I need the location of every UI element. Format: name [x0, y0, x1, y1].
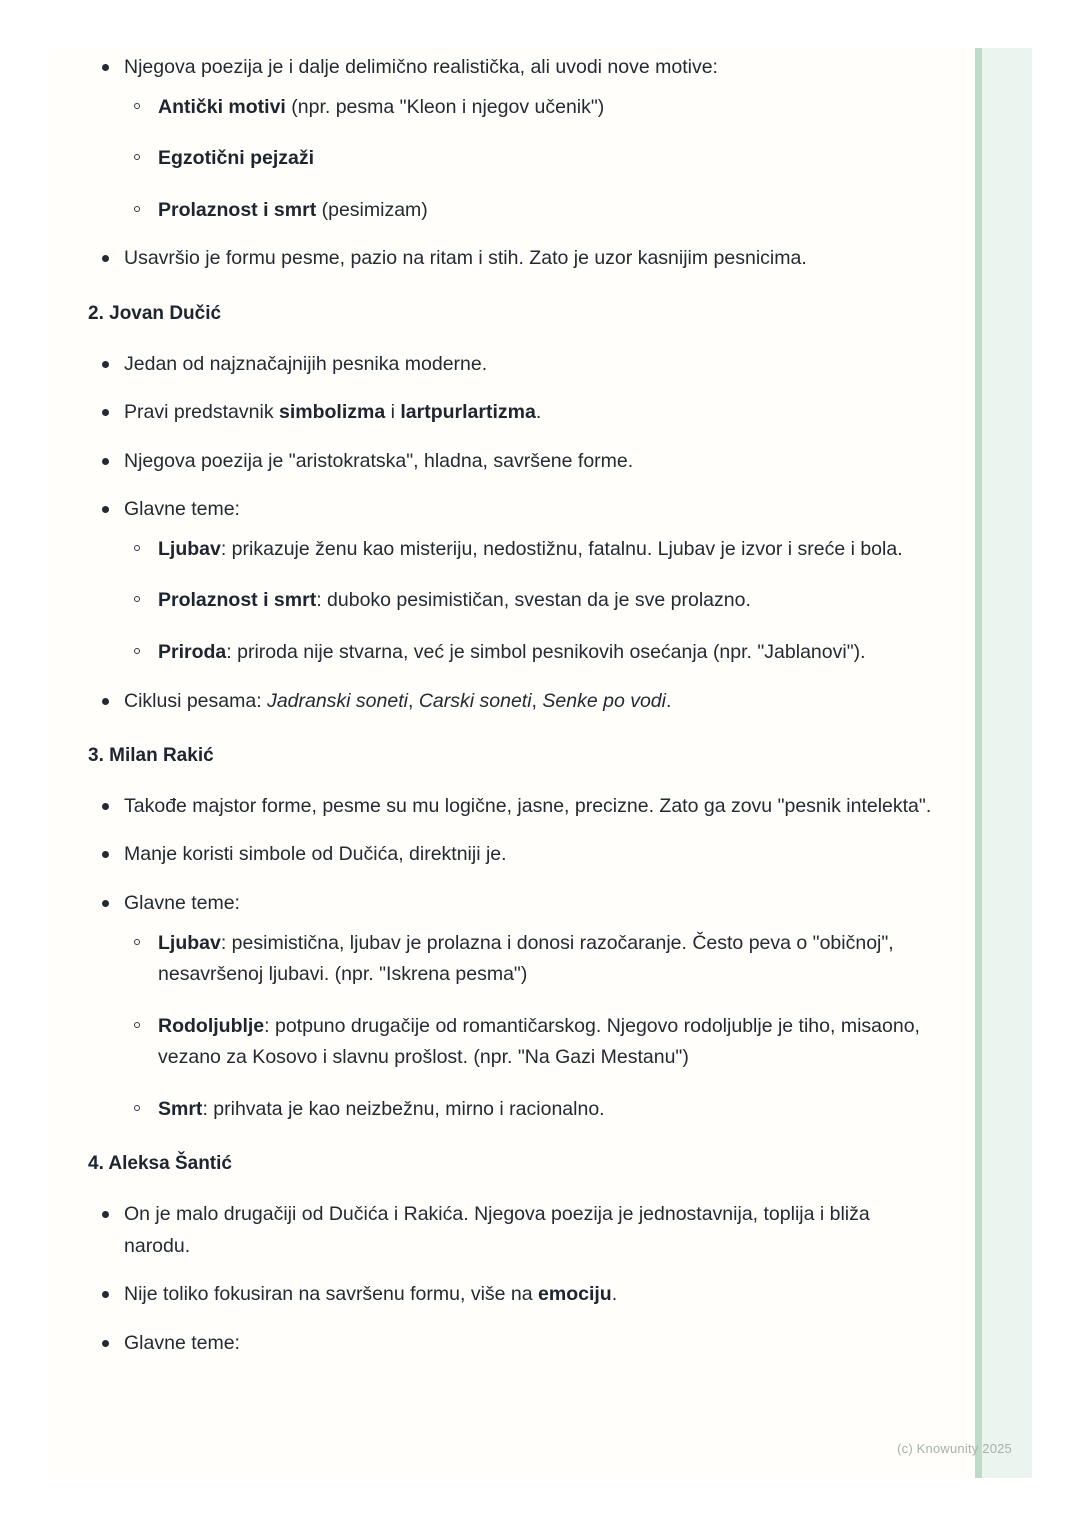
bullet-list	[48, 1199, 935, 1359]
emphasis-bold: Egzotični pejzaži	[158, 147, 315, 170]
text-run: .	[611, 1283, 618, 1306]
list-item	[48, 1199, 935, 1262]
list-item	[48, 1328, 935, 1360]
sub-list-item	[124, 585, 935, 617]
text-run: Glavne teme:	[124, 891, 240, 914]
emphasis-bold: Smrt	[158, 1097, 203, 1120]
text-run: .	[665, 689, 672, 712]
text-run: : prihvata je kao neizbežnu, mirno i racionalno.	[202, 1097, 605, 1120]
text-run: : priroda nije stvarna, već je simbol pesnikovih osećanja (npr. "Jablanovi").	[226, 641, 866, 663]
text-run: Usavršio je formu pesme, pazio na ritam i stih. Zato je uzor kasnijim pesnicima.	[124, 247, 807, 270]
sub-list-item	[124, 1011, 935, 1074]
list-item	[48, 494, 935, 668]
sub-bullet-list	[124, 92, 935, 227]
section-heading: 3. Milan Rakić	[88, 745, 214, 767]
text-run: Jedan od najznačajnijih pesnika moderne.	[124, 352, 488, 375]
text-run: (npr. pesma "Kleon i njegov učenik")	[285, 95, 605, 118]
text-run: Takođe majstor forme, pesme su mu logične, jasne, precizne. Zato ga zovu "pesnik intelekta".	[124, 794, 932, 817]
sub-list-item	[124, 534, 935, 566]
list-item	[48, 888, 935, 1125]
text-run: : potpuno drugačije od romantičarskog. Njegovo rodoljublje je tiho, misaono, vezano za Kosovo i slavnu prošlost. (npr. "Na Gazi Mestanu")	[158, 1014, 920, 1069]
text-run: i	[385, 401, 401, 424]
list-item	[48, 243, 935, 275]
text-run: ,	[407, 689, 419, 712]
sub-list-item	[124, 637, 935, 669]
text-run: Glavne teme:	[124, 498, 240, 521]
text-run: Njegova poezija je "aristokratska", hladna, savršene forme.	[124, 449, 634, 472]
copyright-watermark: (c) Knowunity 2025	[897, 1441, 1012, 1456]
text-run: On je malo drugačiji od Dučića i Rakića. Njegova poezija je jednostavnija, toplija i bliža narodu.	[124, 1203, 870, 1257]
list-item	[48, 397, 935, 429]
emphasis-bold: Priroda	[158, 641, 227, 663]
emphasis-bold: Prolaznost i smrt	[158, 198, 317, 221]
text-run: Njegova poezija je i dalje delimično realistička, ali uvodi nove motive:	[124, 56, 718, 78]
emphasis-italic: Carski soneti	[418, 689, 532, 712]
sub-list-item	[124, 92, 935, 124]
emphasis-bold: Antički motivi	[158, 95, 286, 118]
emphasis-bold: simbolizma	[278, 401, 386, 424]
text-run: .	[535, 401, 542, 424]
sub-list-item	[124, 1094, 935, 1126]
emphasis-bold: Ljubav	[158, 931, 221, 954]
emphasis-bold: Rodoljublje	[158, 1014, 265, 1037]
text-run: : prikazuje ženu kao misteriju, nedostižnu, fatalnu. Ljubav je izvor i sreće i bola.	[220, 537, 903, 560]
bullet-list	[48, 349, 935, 718]
text-run: Manje koristi simbole od Dučića, direktniji je.	[124, 843, 507, 866]
side-accent-panel	[975, 48, 1032, 1478]
document-content	[48, 48, 975, 1478]
document-page	[48, 48, 1032, 1478]
bullet-list	[48, 791, 935, 1126]
section-heading: 2. Jovan Dučić	[88, 302, 222, 324]
sub-list-item	[124, 195, 935, 227]
sub-list-item	[124, 928, 935, 991]
text-run: ,	[531, 689, 543, 712]
sub-bullet-list	[124, 534, 935, 669]
text-run: (pesimizam)	[316, 198, 428, 221]
emphasis-bold: Ljubav	[158, 537, 221, 560]
text-run: Nije toliko fokusiran na savršenu formu, više na	[124, 1283, 539, 1306]
text-run: : pesimistična, ljubav je prolazna i donosi razočaranje. Često peva o "običnoj", nesavršenoj ljubavi. (npr. "Iskrena pesma")	[158, 931, 894, 986]
list-item	[48, 839, 935, 871]
sub-bullet-list	[124, 928, 935, 1126]
text-run: Glavne teme:	[124, 1331, 240, 1354]
document-body	[48, 48, 935, 1359]
list-item	[48, 349, 935, 381]
section-heading: 4. Aleksa Šantić	[88, 1153, 232, 1175]
sub-list-item	[124, 143, 935, 175]
list-item	[48, 686, 935, 718]
emphasis-italic: Senke po vodi	[542, 689, 666, 712]
text-run: Pravi predstavnik	[124, 401, 279, 424]
emphasis-bold: emociju	[538, 1283, 612, 1306]
bullet-list	[48, 52, 935, 275]
emphasis-bold: Prolaznost i smrt	[158, 589, 317, 612]
list-item	[48, 52, 935, 226]
list-item	[48, 791, 935, 823]
emphasis-italic: Jadranski soneti	[267, 689, 408, 712]
text-run: Ciklusi pesama:	[124, 689, 268, 712]
text-run: : duboko pesimističan, svestan da je sve prolazno.	[316, 589, 751, 612]
list-item	[48, 446, 935, 478]
emphasis-bold: lartpurlartizma	[400, 401, 536, 424]
list-item	[48, 1279, 935, 1311]
